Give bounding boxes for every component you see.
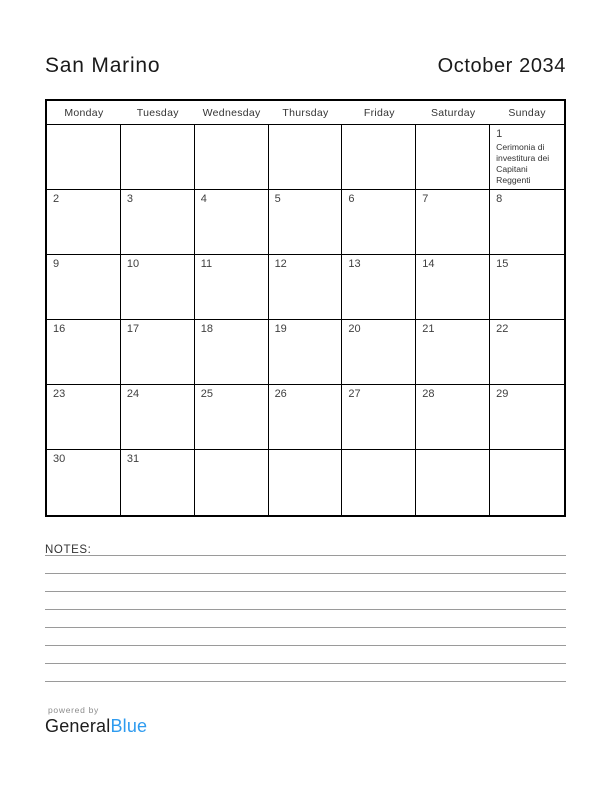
calendar-cell xyxy=(121,190,195,255)
weekday-header-thursday: Thursday xyxy=(282,106,329,119)
footer-logo xyxy=(45,705,147,737)
day-number: 6 xyxy=(348,193,355,205)
calendar-cell xyxy=(47,125,121,190)
notes-ruled-lines xyxy=(45,556,566,682)
brand-blue-text: Blue xyxy=(110,716,148,736)
calendar-cell xyxy=(342,255,416,320)
notes-ruled-line xyxy=(45,628,566,646)
page-title: San Marino xyxy=(45,54,161,77)
calendar-cell xyxy=(195,125,269,190)
calendar-cell xyxy=(490,190,564,255)
day-number: 23 xyxy=(53,388,66,400)
calendar-cell xyxy=(269,385,343,450)
calendar-cell xyxy=(195,320,269,385)
calendar-cell xyxy=(47,320,121,385)
day-number: 7 xyxy=(422,193,429,205)
day-number: 24 xyxy=(126,388,140,400)
calendar-grid xyxy=(47,125,564,515)
notes-ruled-line xyxy=(45,556,566,574)
day-number: 27 xyxy=(348,388,361,400)
calendar-cell xyxy=(121,320,195,385)
day-number: 28 xyxy=(422,388,435,400)
notes-ruled-line xyxy=(45,646,566,664)
calendar-cell xyxy=(416,450,490,515)
calendar-cell xyxy=(269,125,343,190)
calendar-cell xyxy=(195,450,269,515)
day-number: 14 xyxy=(422,258,435,270)
weekday-header-monday: Monday xyxy=(64,106,104,119)
day-number: 5 xyxy=(274,193,281,205)
day-number: 31 xyxy=(126,453,140,465)
day-number: 16 xyxy=(53,323,66,335)
notes-ruled-line xyxy=(45,610,566,628)
calendar-cell xyxy=(342,450,416,515)
weekday-header-friday: Friday xyxy=(363,106,395,119)
notes-ruled-line xyxy=(45,592,566,610)
day-number: 22 xyxy=(496,323,509,335)
day-number: 8 xyxy=(496,193,503,205)
calendar-cell xyxy=(490,255,564,320)
calendar-cell xyxy=(490,320,564,385)
calendar-cell xyxy=(195,255,269,320)
calendar-cell xyxy=(490,450,564,515)
brand-general-text: General xyxy=(45,716,111,736)
calendar-cell xyxy=(121,450,195,515)
calendar-cell xyxy=(195,190,269,255)
calendar-cell xyxy=(47,190,121,255)
notes-section xyxy=(45,540,566,682)
day-number: 12 xyxy=(274,258,287,270)
calendar-cell xyxy=(269,320,343,385)
day-number: 15 xyxy=(496,258,509,270)
day-number: 30 xyxy=(53,453,66,465)
notes-ruled-line xyxy=(45,664,566,682)
calendar-cell xyxy=(47,385,121,450)
day-number: 25 xyxy=(200,388,213,400)
day-number: 3 xyxy=(126,193,133,205)
calendar-cell xyxy=(342,385,416,450)
month-year-label: October 2034 xyxy=(437,55,566,77)
day-number: 19 xyxy=(274,323,287,335)
calendar-cell xyxy=(269,255,343,320)
weekday-header-sunday: Sunday xyxy=(508,106,546,119)
calendar-table xyxy=(45,99,566,517)
day-number: 13 xyxy=(348,258,361,270)
powered-by-label: powered by xyxy=(48,705,99,715)
calendar-cell xyxy=(121,255,195,320)
calendar-cell xyxy=(47,450,121,515)
day-number: 2 xyxy=(53,193,60,205)
weekday-header-wednesday: Wednesday xyxy=(202,106,261,119)
calendar-cell xyxy=(490,385,564,450)
weekday-header-tuesday: Tuesday xyxy=(136,106,179,119)
day-number: 20 xyxy=(348,323,361,335)
calendar-cell xyxy=(416,320,490,385)
day-number: 17 xyxy=(126,323,140,335)
calendar-cell xyxy=(121,125,195,190)
day-number: 4 xyxy=(200,193,207,205)
calendar-cell xyxy=(269,450,343,515)
calendar-cell xyxy=(269,190,343,255)
calendar-cell xyxy=(47,255,121,320)
calendar-cell xyxy=(121,385,195,450)
calendar-cell xyxy=(416,125,490,190)
calendar-cell xyxy=(342,190,416,255)
notes-label-row xyxy=(45,540,566,556)
day-number: 29 xyxy=(496,388,509,400)
day-number: 10 xyxy=(126,258,140,270)
day-number: 9 xyxy=(53,258,60,270)
day-number: 1 xyxy=(496,128,503,140)
general-blue-logo xyxy=(45,716,147,737)
page-header xyxy=(45,54,566,78)
day-number: 26 xyxy=(274,388,287,400)
weekday-header-row xyxy=(47,101,564,125)
weekday-header-saturday: Saturday xyxy=(430,106,476,119)
notes-ruled-line xyxy=(45,574,566,592)
calendar-cell xyxy=(490,125,564,190)
day-number: 21 xyxy=(422,323,435,335)
notes-label: NOTES: xyxy=(45,544,92,556)
event-label: Cerimonia di investitura dei Capitani Reggenti xyxy=(496,142,550,185)
calendar-cell xyxy=(416,385,490,450)
calendar-cell xyxy=(342,320,416,385)
calendar-cell xyxy=(416,190,490,255)
calendar-cell xyxy=(416,255,490,320)
calendar-cell xyxy=(342,125,416,190)
day-number: 18 xyxy=(200,323,213,335)
day-number: 11 xyxy=(200,258,213,270)
calendar-cell xyxy=(195,385,269,450)
